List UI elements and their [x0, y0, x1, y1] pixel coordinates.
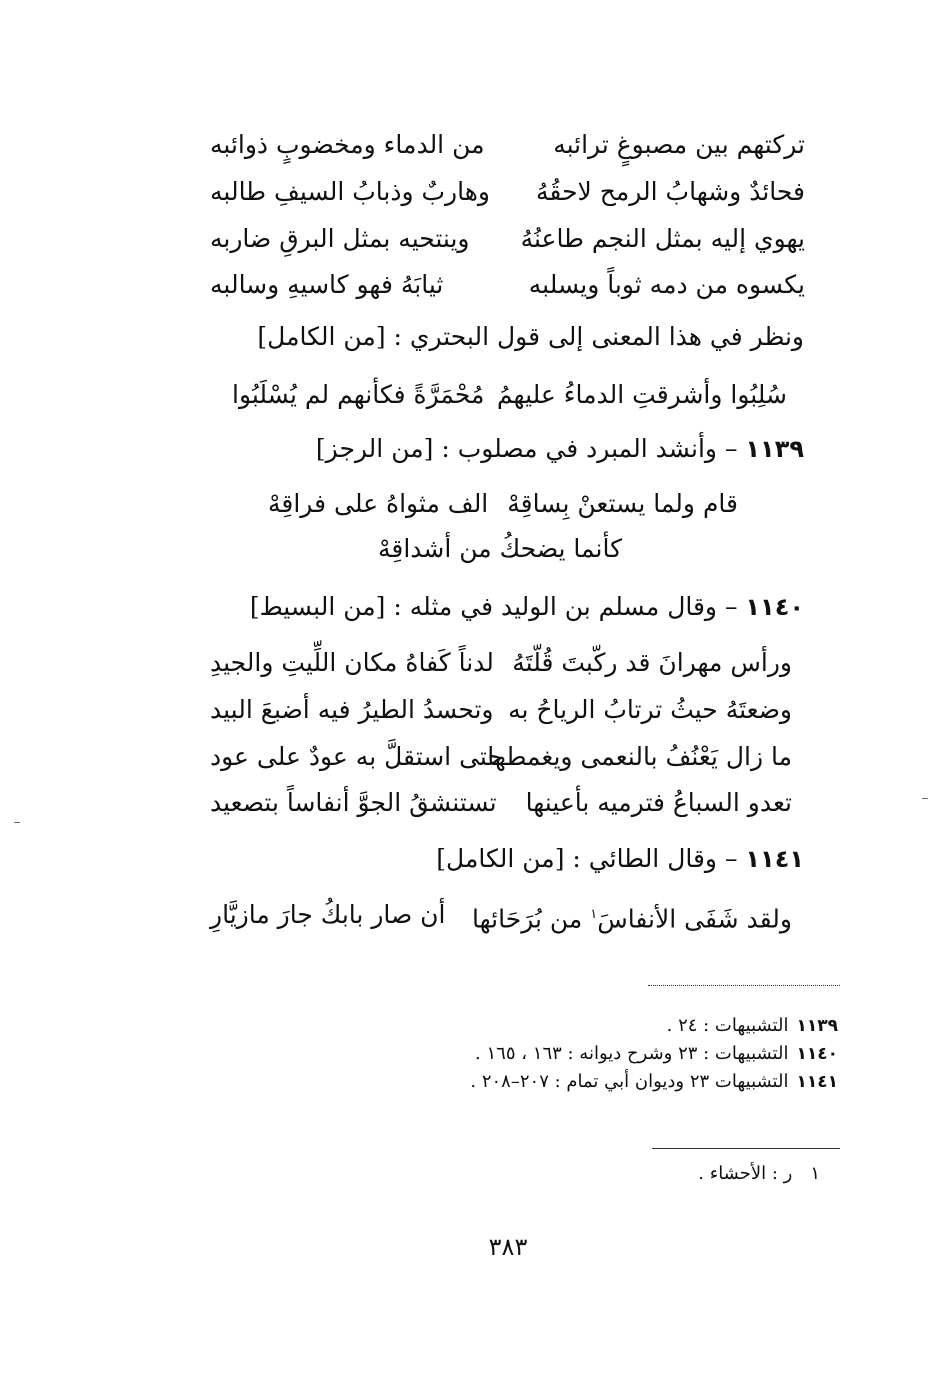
entry-number: ١١٤٠ — [745, 593, 804, 621]
hemistich-text-a: ولقد شَفَى الأنفاسَ — [597, 904, 792, 934]
note-number: ١١٣٩ — [796, 1016, 838, 1036]
hemistich-right: قام ولما يستعنْ بِساقِهْ — [507, 489, 738, 518]
footnote-number: ١ — [810, 1163, 820, 1184]
hemistich-right: فحائدٌ وشهابُ الرمح لاحقُهُ — [536, 177, 805, 206]
hemistich-right: وضعتَهُ حيثُ ترتابُ الرياحُ به — [508, 695, 792, 724]
source-note-1139 — [667, 1014, 838, 1038]
verse-line-3 — [210, 222, 805, 256]
verse-1140-2 — [210, 693, 792, 727]
hemistich-right: تركتهم بين مصبوغٍ ترائبه — [553, 130, 805, 159]
hemistich-left: من الدماء ومخضوبٍ ذوائبه — [210, 130, 485, 159]
hemistich-left: ثيابَهُ فهو كاسيهِ وسالبه — [210, 270, 444, 299]
hemistich-text-b: من بُرَحَائها — [472, 904, 591, 934]
note-text: التشبيهات : ٢٤ . — [666, 1015, 789, 1036]
hemistich-right — [472, 898, 792, 936]
hemistich-right: يكسوه من دمه ثوباً ويسلبه — [528, 270, 805, 299]
hemistich-left: لدناً كَفاهُ مكان اللِّيتِ والجيدِ — [210, 648, 494, 677]
hemistich-left: تستنشقُ الجوَّ أنفاساً بتصعيد — [210, 788, 497, 817]
verse-line-1 — [210, 128, 805, 162]
source-note-1141 — [470, 1070, 838, 1094]
page-number: ٣٨٣ — [488, 1233, 528, 1261]
hemistich-right: ورأس مهرانَ قد ركّبتَ قُلّتَهُ — [512, 648, 792, 677]
hemistich-left: حتى استقلَّ به عودٌ على عود — [210, 742, 503, 771]
hemistich-left: وهاربٌ وذبابُ السيفِ طالبه — [210, 177, 491, 206]
verse-1139-b: كأنما يضحكُ من أشداقِهْ — [378, 534, 622, 563]
entry-text: – وأنشد المبرد في مصلوب : [من الرجز] — [315, 434, 738, 463]
footnote-text: ر : الأحشاء . — [698, 1163, 793, 1184]
note-number: ١١٤١ — [796, 1072, 838, 1092]
footnote-separator — [652, 1148, 840, 1149]
hemistich-left: أن صار بابكُ جارَ مازيَّارِ — [210, 900, 446, 929]
verse-1140-3 — [210, 740, 792, 774]
entry-1139-heading — [316, 432, 804, 466]
hemistich-left: مُحْمَرَّةً فكأنهم لم يُسْلَبُوا — [232, 380, 485, 409]
margin-mark-right — [922, 798, 928, 799]
verse-1139-a — [268, 487, 738, 521]
footnote-1 — [698, 1162, 820, 1186]
hemistich-left: الف مثواهُ على فراقِهْ — [268, 489, 489, 518]
notes-separator — [648, 985, 840, 986]
entry-number: ١١٣٩ — [745, 435, 804, 463]
hemistich-right: يهوي إليه بمثل النجم طاعنُهُ — [520, 224, 805, 253]
source-note-1140 — [475, 1042, 838, 1066]
entry-text: – وقال الطائي : [من الكامل] — [436, 844, 738, 873]
entry-number: ١١٤١ — [745, 845, 804, 873]
verse-1140-1 — [210, 646, 792, 680]
verse-line-4 — [210, 268, 805, 302]
intro-bohtori: ونظر في هذا المعنى إلى قول البحتري : [من الكامل] — [257, 322, 804, 351]
entry-1141-heading — [436, 842, 804, 876]
hemistich-right: ما زال يَعْنُفُ بالنعمى ويغمطها — [487, 742, 792, 771]
verse-line-2 — [210, 175, 805, 209]
note-text: التشبيهات : ٢٣ وشرح ديوانه : ١٦٣ ، ١٦٥ . — [475, 1043, 789, 1064]
hemistich-left: وينتحيه بمثل البرقِ ضاربه — [210, 224, 470, 253]
hemistich-left: وتحسدُ الطيرُ فيه أضبعَ البيد — [210, 695, 494, 724]
note-number: ١١٤٠ — [796, 1044, 838, 1064]
footnote-marker: ١ — [590, 907, 598, 922]
verse-1140-4 — [210, 786, 792, 820]
entry-text: – وقال مسلم بن الوليد في مثله : [من البسيط] — [249, 592, 738, 621]
verse-bohtori — [232, 378, 787, 412]
entry-1140-heading — [250, 590, 804, 624]
note-text: التشبيهات ٢٣ وديوان أبي تمام : ٢٠٧–٢٠٨ . — [470, 1071, 789, 1092]
hemistich-right: تعدو السباعُ فترميه بأعينها — [525, 788, 792, 817]
margin-mark-left — [14, 822, 20, 823]
verse-1141 — [210, 898, 792, 932]
hemistich-right: سُلِبُوا وأشرقتِ الدماءُ عليهمُ — [496, 380, 787, 409]
